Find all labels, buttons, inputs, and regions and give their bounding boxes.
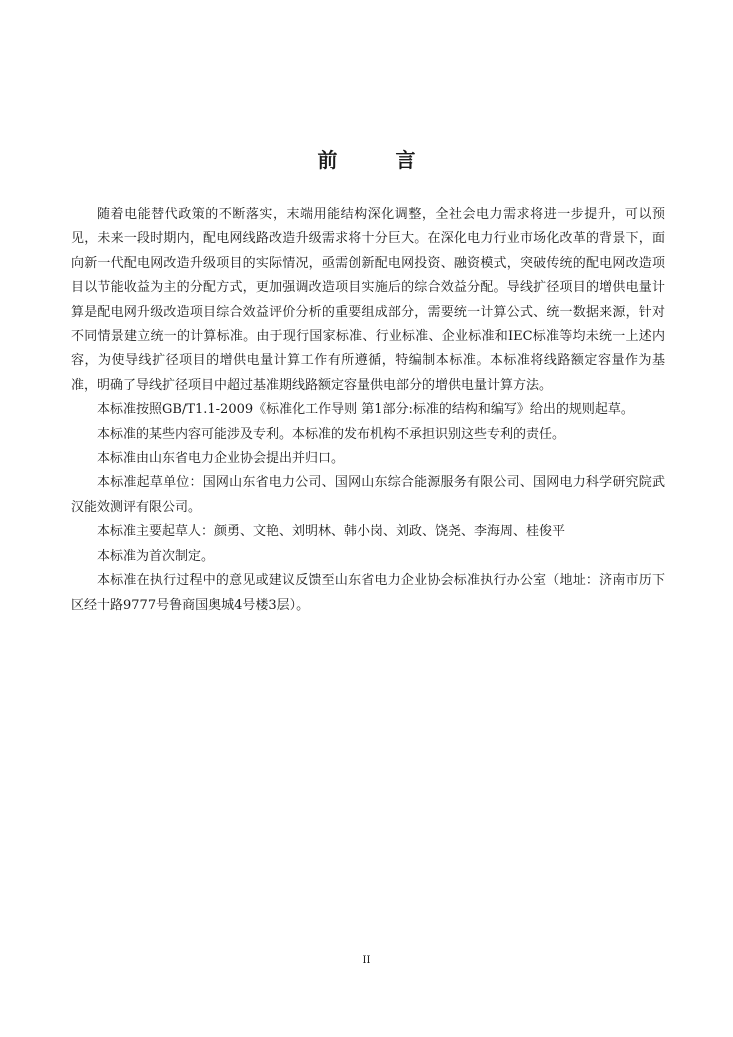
paragraph-first-edition: 本标准为首次制定。 <box>97 548 215 564</box>
paragraph-feedback: 本标准在执行过程中的意见或建议反馈至山东省电力企业协会标准执行办公室（地址：济南市历下区经十路9777号鲁商国奥城4号楼3层）。 <box>71 573 665 613</box>
page-title: 前言 <box>317 148 474 172</box>
page-number: II <box>362 955 371 966</box>
paragraph-background: 随着电能替代政策的不断落实，末端用能结构深化调整，全社会电力需求将进一步提升，可以预见，未来一段时期内，配电网线路改造升级需求将十分巨大。在深化电力行业市场化改革的背景下，面向新一代配电网改造升级项目的实际情况，亟需创新配电网投资、融资模式，突破传统的配电网改造项目以节能收益为主的分配方式，更加强调改造项目实施后的综合效益分配。导线扩径项目的增供电量计算是配电网升级改造项目综合效益评价分析的重要组成部分，需要统一计算公式、统一数据来源，针对不同情景建立统一的计算标准。由于现行国家标准、行业标准、企业标准和IEC标准等均未统一上述内容，为使导线扩径项目的增供电量计算工作有所遵循，特编制本标准。本标准将线路额定容量作为基准，明确了导线扩径项目中超过基准期线路额定容量供电部分的增供电量计算方法。 <box>71 207 665 393</box>
paragraph-proposer: 本标准由山东省电力企业协会提出并归口。 <box>97 451 345 467</box>
paragraph-drafting-units: 本标准起草单位：国网山东省电力公司、国网山东综合能源服务有限公司、国网电力科学研究院武汉能效测评有限公司。 <box>71 475 665 515</box>
paragraph-drafters: 本标准主要起草人：颜勇、文艳、刘明林、韩小岗、刘政、饶尧、李海周、桂俊平 <box>97 524 566 540</box>
paragraph-drafting-rules: 本标准按照GB/T1.1-2009《标准化工作导则 第1部分:标准的结构和编写》给出的规则起草。 <box>97 402 634 418</box>
foreword-body <box>71 203 665 618</box>
paragraph-patent-notice: 本标准的某些内容可能涉及专利。本标准的发布机构不承担识别这些专利的责任。 <box>97 426 566 442</box>
